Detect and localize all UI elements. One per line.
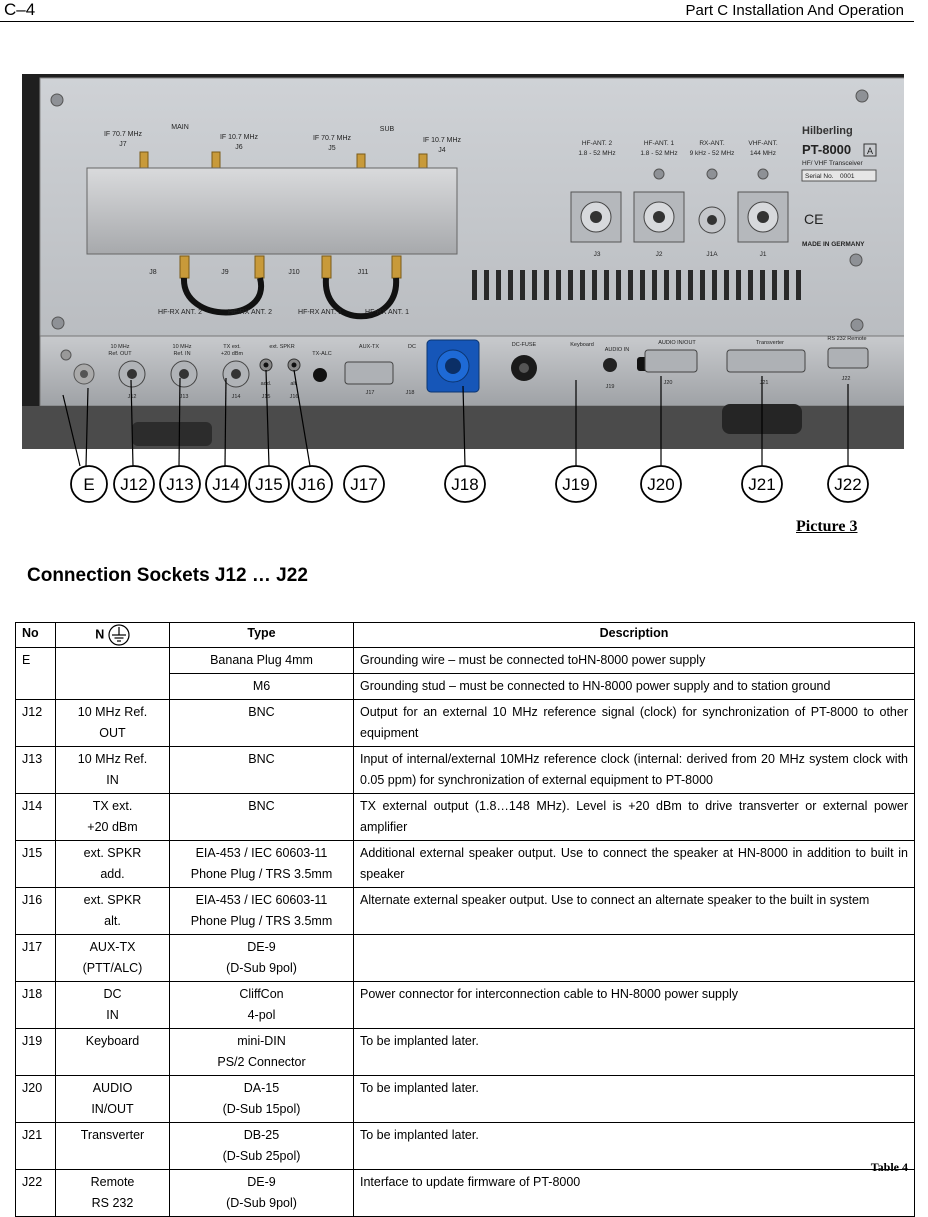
table-row <box>16 888 915 935</box>
row-type-line: PS/2 Connector <box>217 1055 306 1069</box>
table-note: Table 4 <box>870 1160 908 1174</box>
row-name <box>56 1123 170 1170</box>
svg-text:1.8 - 52 MHz: 1.8 - 52 MHz <box>578 150 616 157</box>
row-name-line: alt. <box>104 914 121 928</box>
col-header-type: Type <box>170 623 354 648</box>
svg-text:J8: J8 <box>149 269 157 276</box>
svg-text:J22: J22 <box>834 475 862 494</box>
row-no-line: J13 <box>22 752 43 766</box>
svg-text:J6: J6 <box>235 144 243 151</box>
row-type-line: EIA-453 / IEC 60603-11 <box>195 893 328 907</box>
row-desc-line: To be implanted later. <box>360 1081 479 1095</box>
row-desc-line: Alternate external speaker output. Use to connect an alternate speaker to the built in system <box>360 893 870 907</box>
row-desc-line: Power connector for interconnection cable to HN-8000 power supply <box>360 987 738 1001</box>
svg-text:J21: J21 <box>759 380 769 386</box>
svg-text:E: E <box>83 475 95 494</box>
row-desc-line: Additional external speaker output. Use to connect the speaker at HN-8000 in addition to built in speaker <box>360 846 908 881</box>
svg-text:J16: J16 <box>298 475 326 494</box>
row-no-line: J16 <box>22 893 43 907</box>
row-name-line: (PTT/ALC) <box>82 961 143 975</box>
callout-j20 <box>641 466 681 502</box>
callout-j18 <box>445 466 485 502</box>
row-name-line: OUT <box>99 726 126 740</box>
svg-text:10 MHz: 10 MHz <box>172 344 192 350</box>
connection-sockets-table <box>15 622 915 1217</box>
svg-text:+20 dBm: +20 dBm <box>220 351 244 357</box>
row-desc <box>354 982 915 1029</box>
row-type <box>170 794 354 841</box>
row-name-line: 10 MHz Ref. <box>77 752 148 766</box>
svg-text:MAIN: MAIN <box>171 124 189 131</box>
svg-text:HF-ANT. 1: HF-ANT. 1 <box>643 140 675 147</box>
svg-text:HF-RX ANT. 2: HF-RX ANT. 2 <box>228 309 272 316</box>
svg-text:HF-RX ANT. 1: HF-RX ANT. 1 <box>298 309 342 316</box>
ground-no: E <box>16 648 56 700</box>
svg-text:J22: J22 <box>841 376 851 382</box>
row-name-line: IN <box>106 773 119 787</box>
row-type-line: DE-9 <box>247 940 276 954</box>
row-name-line: AUDIO <box>92 1081 133 1095</box>
svg-text:0001: 0001 <box>840 173 855 180</box>
row-name-line: IN/OUT <box>91 1102 134 1116</box>
row-desc-line: TX external output (1.8…148 MHz). Level is +20 dBm to drive transverter or external power amplifier <box>360 799 908 834</box>
row-desc <box>354 935 915 982</box>
row-desc <box>354 1123 915 1170</box>
svg-text:J20: J20 <box>663 380 673 386</box>
table-row <box>16 794 915 841</box>
row-desc-line: To be implanted later. <box>360 1128 479 1142</box>
row-name-line: Transverter <box>80 1128 145 1142</box>
svg-text:Hilberling: Hilberling <box>802 125 853 137</box>
table-row <box>16 935 915 982</box>
table-row <box>16 1076 915 1123</box>
callout-j14 <box>206 466 246 502</box>
row-name <box>56 1170 170 1217</box>
row-desc <box>354 700 915 747</box>
row-name-line: ext. SPKR <box>83 846 142 860</box>
svg-text:A: A <box>866 146 874 156</box>
row-type <box>170 1170 354 1217</box>
svg-text:J1: J1 <box>759 251 767 258</box>
svg-text:J13: J13 <box>166 475 194 494</box>
svg-text:AUDIO IN: AUDIO IN <box>604 347 630 353</box>
row-name-line: ext. SPKR <box>83 893 142 907</box>
row-name-line: add. <box>100 867 125 881</box>
row-no-line: J21 <box>22 1128 43 1142</box>
svg-text:AUDIO IN/OUT: AUDIO IN/OUT <box>658 340 696 346</box>
callout-j13 <box>160 466 200 502</box>
row-no <box>16 1123 56 1170</box>
row-no-line: J20 <box>22 1081 43 1095</box>
svg-text:J19: J19 <box>605 384 615 390</box>
row-desc <box>354 794 915 841</box>
row-type <box>170 1029 354 1076</box>
col-header-no: No <box>16 623 56 648</box>
svg-text:J12: J12 <box>120 475 148 494</box>
col-header-name-label: N <box>95 627 105 642</box>
callout-j22 <box>828 466 868 502</box>
row-no-line: J17 <box>22 940 43 954</box>
row-name-line: RS 232 <box>91 1196 134 1210</box>
svg-text:Ref. IN: Ref. IN <box>173 351 191 357</box>
svg-text:HF/ VHF Transceiver: HF/ VHF Transceiver <box>802 160 863 167</box>
row-name <box>56 1029 170 1076</box>
svg-text:TX-ALC: TX-ALC <box>312 351 332 357</box>
row-type-line: 4-pol <box>247 1008 276 1022</box>
svg-text:ext. SPKR: ext. SPKR <box>269 344 295 350</box>
svg-text:MADE IN GERMANY: MADE IN GERMANY <box>802 241 865 248</box>
svg-text:add.: add. <box>260 381 272 387</box>
row-type-line: BNC <box>248 799 275 813</box>
table-row <box>16 648 915 674</box>
svg-text:AUX-TX: AUX-TX <box>358 344 380 350</box>
row-name <box>56 935 170 982</box>
callout-j12 <box>114 466 154 502</box>
row-desc <box>354 1170 915 1217</box>
row-type-line: BNC <box>248 705 275 719</box>
row-desc <box>354 747 915 794</box>
row-type-line: Phone Plug / TRS 3.5mm <box>190 914 333 928</box>
col-header-name <box>56 623 170 648</box>
svg-text:IF 10.7 MHz: IF 10.7 MHz <box>422 137 462 144</box>
callout-j21 <box>742 466 782 502</box>
svg-text:VHF-ANT.: VHF-ANT. <box>748 140 778 147</box>
svg-text:9 kHz - 52 MHz: 9 kHz - 52 MHz <box>689 150 735 157</box>
row-no <box>16 700 56 747</box>
row-name <box>56 1076 170 1123</box>
svg-text:DC: DC <box>408 344 416 350</box>
row-no-line: J19 <box>22 1034 43 1048</box>
row-type <box>170 841 354 888</box>
row-desc <box>354 1076 915 1123</box>
row-type <box>170 747 354 794</box>
row-desc <box>354 888 915 935</box>
row-name <box>56 888 170 935</box>
svg-text:J12: J12 <box>127 394 137 400</box>
svg-text:10 MHz: 10 MHz <box>110 344 130 350</box>
table-row <box>16 1123 915 1170</box>
table-row <box>16 747 915 794</box>
row-no <box>16 1170 56 1217</box>
table-row <box>16 1029 915 1076</box>
row-type-line: Phone Plug / TRS 3.5mm <box>190 867 333 881</box>
svg-text:J20: J20 <box>647 475 675 494</box>
row-no <box>16 1029 56 1076</box>
row-type-line: CliffCon <box>239 987 284 1001</box>
row-type <box>170 700 354 747</box>
row-desc <box>354 1029 915 1076</box>
row-desc-line: Input of internal/external 10MHz reference clock (internal: derived from 20 MHz system clock with 0.05 ppm) for synchronization of external equipment to PT-8000 <box>360 752 908 787</box>
row-type-line: EIA-453 / IEC 60603-11 <box>195 846 328 860</box>
ground-type-2: M6 <box>170 674 354 700</box>
row-name-line: +20 dBm <box>87 820 138 834</box>
row-no <box>16 982 56 1029</box>
svg-text:J18: J18 <box>451 475 479 494</box>
svg-text:J2: J2 <box>655 251 663 258</box>
svg-text:RX-ANT.: RX-ANT. <box>699 140 725 147</box>
page-number: C–4 <box>4 0 36 19</box>
ground-desc-2: Grounding stud – must be connected to HN-8000 power supply and to station ground <box>354 674 915 700</box>
svg-text:J19: J19 <box>562 475 590 494</box>
svg-text:RS 232 Remote: RS 232 Remote <box>827 336 867 342</box>
svg-text:Keyboard: Keyboard <box>570 342 594 348</box>
svg-text:J10: J10 <box>288 269 300 276</box>
row-no-line: J18 <box>22 987 43 1001</box>
svg-text:Ref. OUT: Ref. OUT <box>108 351 132 357</box>
callout-layer <box>0 0 928 510</box>
ground-type-1: Banana Plug 4mm <box>170 648 354 674</box>
callout-j19 <box>556 466 596 502</box>
svg-text:Serial No.: Serial No. <box>805 173 834 180</box>
row-type-line: (D-Sub 25pol) <box>222 1149 301 1163</box>
row-name-line: Keyboard <box>85 1034 140 1048</box>
ground-desc-1: Grounding wire – must be connected toHN-8000 power supply <box>354 648 915 674</box>
row-type <box>170 888 354 935</box>
svg-text:IF 70.7 MHz: IF 70.7 MHz <box>312 135 352 142</box>
row-no-line: J15 <box>22 846 43 860</box>
table-row <box>16 841 915 888</box>
table-header-row <box>16 623 915 648</box>
callout-j16 <box>292 466 332 502</box>
row-no-line: J22 <box>22 1175 43 1189</box>
row-desc-line: To be implanted later. <box>360 1034 479 1048</box>
col-header-desc: Description <box>354 623 915 648</box>
table-row <box>16 982 915 1029</box>
row-name-line: Remote <box>90 1175 135 1189</box>
svg-text:1.8 - 52 MHz: 1.8 - 52 MHz <box>640 150 678 157</box>
row-name-line: TX ext. <box>92 799 133 813</box>
svg-text:J5: J5 <box>328 145 336 152</box>
row-type-line: (D-Sub 9pol) <box>226 961 297 975</box>
svg-text:J15: J15 <box>261 394 271 400</box>
svg-text:HF-ANT. 2: HF-ANT. 2 <box>581 140 613 147</box>
table-row <box>16 1170 915 1217</box>
row-name-line: AUX-TX <box>89 940 136 954</box>
svg-text:J16: J16 <box>289 394 299 400</box>
svg-text:J13: J13 <box>179 394 189 400</box>
row-no <box>16 794 56 841</box>
ground-name <box>56 648 170 700</box>
callout-e <box>71 466 107 502</box>
svg-text:SUB: SUB <box>379 126 395 133</box>
svg-text:J17: J17 <box>365 390 375 396</box>
row-name <box>56 700 170 747</box>
svg-text:IF 10.7 MHz: IF 10.7 MHz <box>219 134 259 141</box>
svg-text:DC-FUSE: DC-FUSE <box>511 342 537 348</box>
row-name-line: DC <box>103 987 122 1001</box>
row-desc-line: Interface to update firmware of PT-8000 <box>360 1175 581 1189</box>
row-no-line: J14 <box>22 799 43 813</box>
callout-j15 <box>249 466 289 502</box>
row-name <box>56 747 170 794</box>
svg-text:HF-RX ANT. 1: HF-RX ANT. 1 <box>365 309 409 316</box>
svg-text:J17: J17 <box>350 475 378 494</box>
svg-text:TX ext.: TX ext. <box>223 344 241 350</box>
row-type <box>170 982 354 1029</box>
svg-text:PT-8000: PT-8000 <box>802 142 852 157</box>
svg-text:J21: J21 <box>748 475 776 494</box>
svg-text:J3: J3 <box>593 251 601 258</box>
svg-text:J7: J7 <box>119 141 127 148</box>
row-name <box>56 841 170 888</box>
row-type <box>170 935 354 982</box>
row-type-line: DA-15 <box>243 1081 280 1095</box>
svg-text:J4: J4 <box>438 147 446 154</box>
row-type-line: DB-25 <box>243 1128 280 1142</box>
svg-text:J14: J14 <box>231 394 241 400</box>
row-no <box>16 888 56 935</box>
row-type-line: (D-Sub 9pol) <box>226 1196 297 1210</box>
row-no-line: J12 <box>22 705 43 719</box>
row-name <box>56 794 170 841</box>
svg-text:144 MHz: 144 MHz <box>749 150 777 157</box>
row-type <box>170 1123 354 1170</box>
svg-text:CE: CE <box>804 211 824 227</box>
row-type-line: BNC <box>248 752 275 766</box>
callout-j17 <box>344 466 384 502</box>
svg-text:J11: J11 <box>357 269 369 276</box>
section-heading: Connection Sockets J12 … J22 <box>27 565 308 586</box>
row-name <box>56 982 170 1029</box>
row-type-line: mini-DIN <box>237 1034 286 1048</box>
svg-text:J15: J15 <box>255 475 283 494</box>
row-no <box>16 935 56 982</box>
ground-icon <box>108 624 130 646</box>
row-type-line: (D-Sub 15pol) <box>222 1102 301 1116</box>
section-title: Part C Installation And Operation <box>685 2 904 19</box>
row-no <box>16 1076 56 1123</box>
picture-caption: Picture 3 <box>796 518 858 535</box>
svg-text:J18: J18 <box>405 390 415 396</box>
svg-text:J14: J14 <box>212 475 240 494</box>
row-desc-line: Output for an external 10 MHz reference signal (clock) for synchronization of PT-8000 to other equipment <box>360 705 908 740</box>
table-body <box>16 700 915 1217</box>
row-type-line: DE-9 <box>247 1175 276 1189</box>
row-desc <box>354 841 915 888</box>
svg-text:IF 70.7 MHz: IF 70.7 MHz <box>103 131 143 138</box>
row-name-line: 10 MHz Ref. <box>77 705 148 719</box>
svg-text:Transverter: Transverter <box>756 340 784 346</box>
row-type <box>170 1076 354 1123</box>
svg-text:J9: J9 <box>221 269 229 276</box>
svg-text:alt.: alt. <box>290 381 298 387</box>
table-row <box>16 700 915 747</box>
row-no <box>16 841 56 888</box>
row-name-line: IN <box>106 1008 119 1022</box>
row-no <box>16 747 56 794</box>
svg-text:J1A: J1A <box>706 251 718 258</box>
svg-text:HF-RX ANT. 2: HF-RX ANT. 2 <box>158 309 202 316</box>
